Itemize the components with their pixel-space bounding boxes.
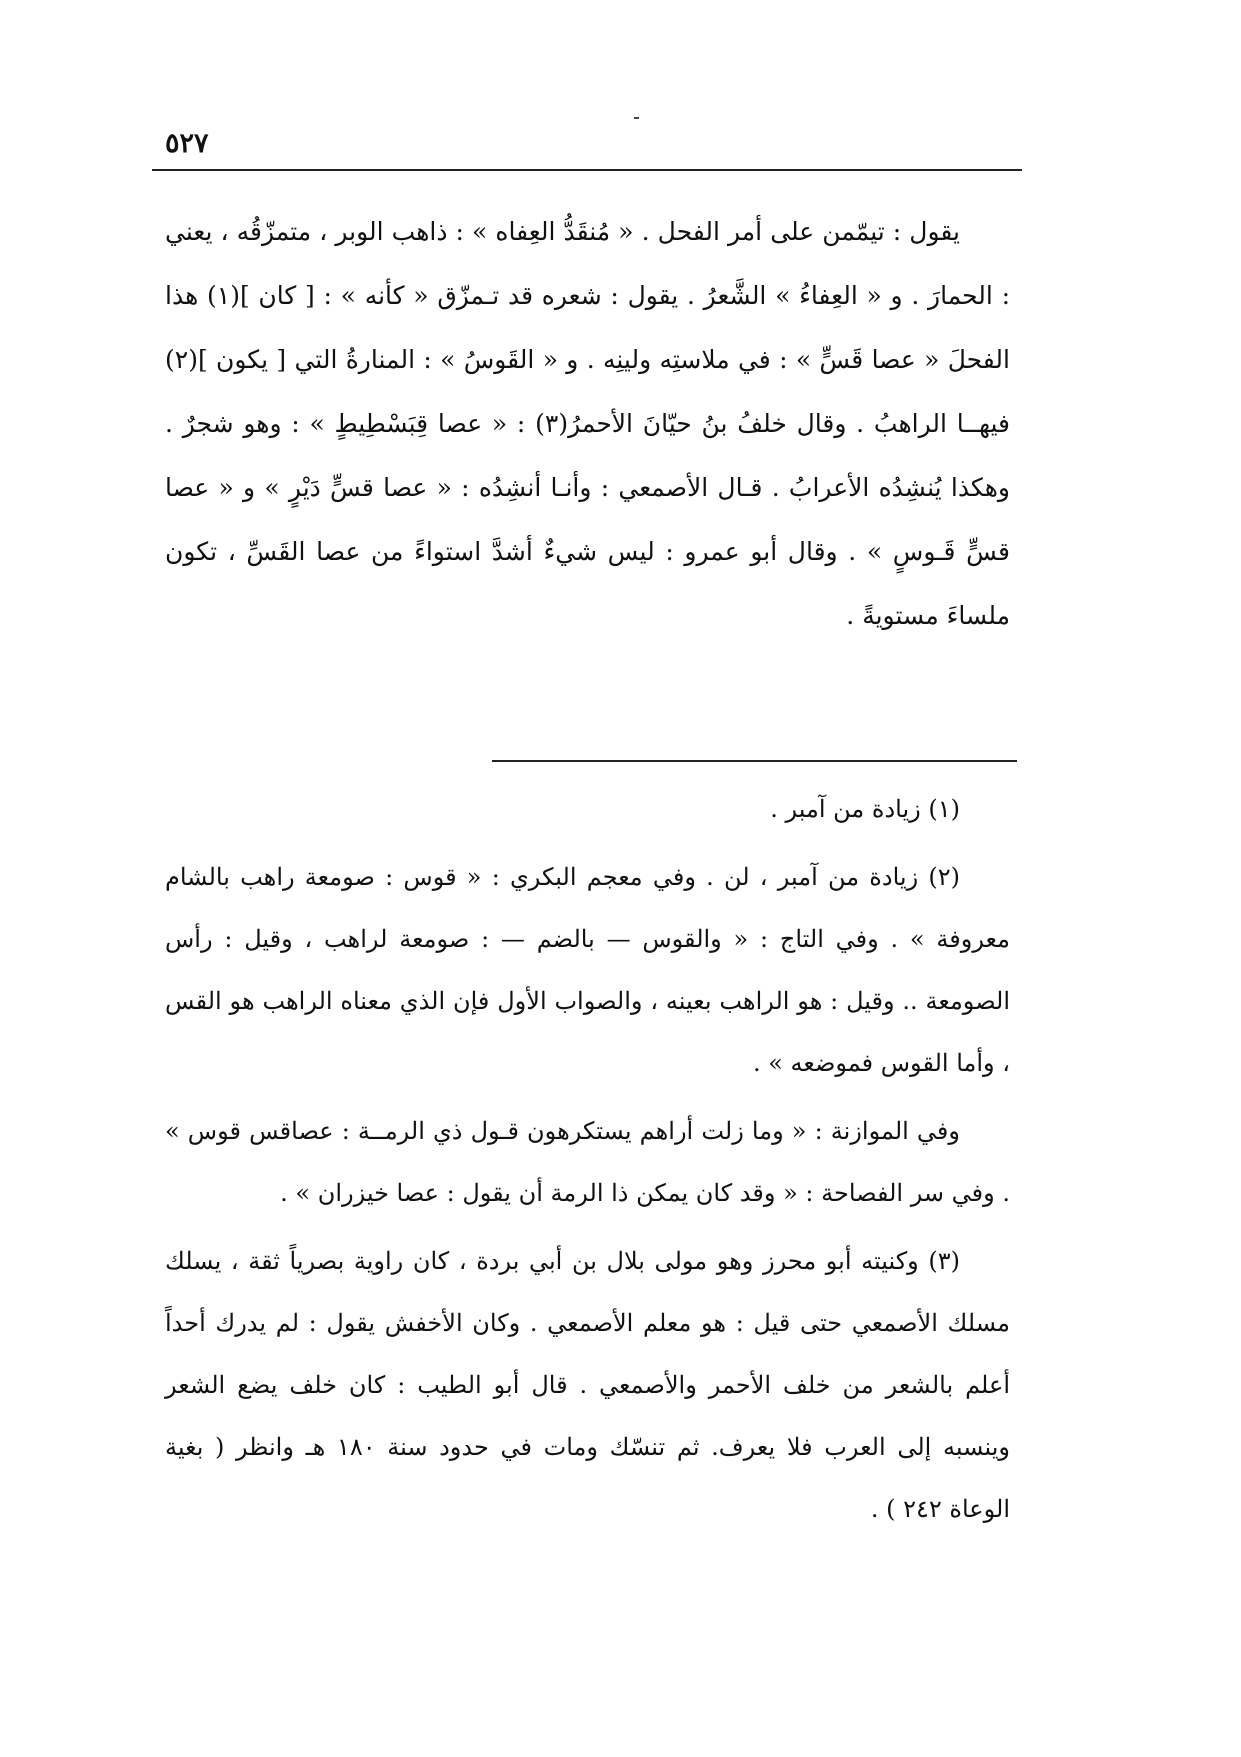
footnotes — [165, 778, 1010, 1540]
footnote-separator — [492, 760, 1017, 762]
scan-speck — [634, 117, 639, 119]
footnote-3: (٣) وكنيته أبو محرز وهو مولى بلال بن أبي بردة ، كان راوية بصرياً ثقة ، يسلك مسلك الأصمعي حتى قيل : هو معلم الأصمعي . وكان الأخفش يقول : لم يدرك أحداً أعلم بالشعر من خلف الأحمر والأصمعي . قال أبو الطيب : كان خلف يضع الشعر وينسبه إلى العرب فلا يعرف. ثم تنسّك ومات في حدود سنة ١٨٠ هـ وانظر ( بغية الوعاة ٢٤٢ ) . — [165, 1247, 1010, 1523]
header-rule — [152, 169, 1022, 171]
footnote-1: (١) زيادة من آمبر . — [770, 795, 960, 823]
main-text — [165, 200, 1010, 648]
main-paragraph: يقول : تيمّمن على أمر الفحل . « مُنقَدُّ العِفاه » : ذاهب الوبر ، متمزّقُه ، يعني : الحمارَ . و « العِفاءُ » الشَّعرُ . يقول : شعره قد تـمزّق « كأنه » : [ كان ](١) هذا الفحلَ « عصا قَسٍّ » : في ملاستِه ولينِه . و « القَوسُ » : المنارةُ التي [ يكون ](٢) فيهــا الراهبُ . وقال خلفُ بنُ حيّانَ الأحمرُ(٣) : « عصا قِبَسْطِيطٍ » : وهو شجرٌ . وهكذا يُنشِدُه الأعرابُ . قـال الأصمعي : وأنـا أنشِدُه : « عصا قسٍّ دَيْرٍ » و « عصا قسٍّ قَـوسٍ » . وقال أبو عمرو : ليس شيءٌ أشدَّ استواءً من عصا القَسِّ ، تكون ملساءَ مستويةً . — [165, 217, 1011, 630]
footnote-2: (٢) زيادة من آمبر ، لن . وفي معجم البكري : « قوس : صومعة راهب بالشام معروفة » . وفي التاج : « والقوس — بالضم — : صومعة لراهب ، وقيل : رأس الصومعة .. وقيل : هو الراهب بعينه ، والصواب الأول فإن الذي معناه الراهب هو القس ، وأما القوس فموضعه » . — [165, 863, 1010, 1077]
footnote-2-continuation: وفي الموازنة : « وما زلت أراهم يستكرهون قـول ذي الرمــة : عصاقس قوس » . وفي سر الفصاحة : « وقد كان يمكن ذا الرمة أن يقول : عصا خيزران » . — [165, 1117, 1010, 1207]
page-number: ٥٢٧ — [165, 128, 209, 159]
